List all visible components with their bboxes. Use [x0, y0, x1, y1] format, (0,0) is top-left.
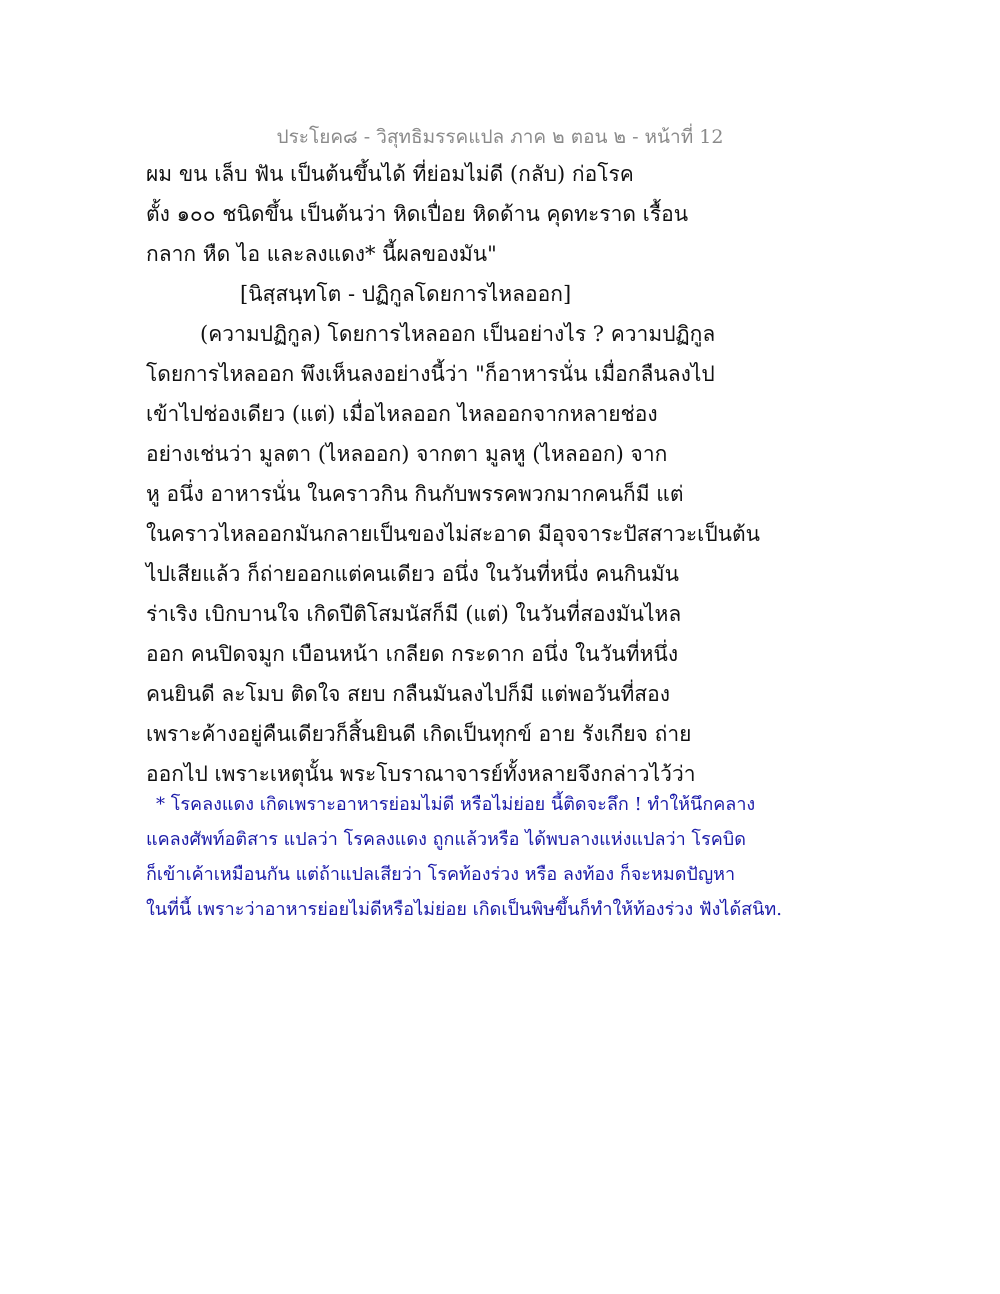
body-line: อย่างเช่นว่า มูลตา (ไหลออก) จากตา มูลหู (ไหลออก) จาก [146, 442, 668, 466]
body-line: ตั้ง ๑๐๐ ชนิดขึ้น เป็นต้นว่า หิดเปื่อย หิดด้าน คุดทะราด เรื้อน [146, 202, 689, 226]
body-line: เข้าไปช่องเดียว (แต่) เมื่อไหลออก ไหลออกจากหลายช่อง [146, 402, 658, 426]
body-line: ร่าเริง เบิกบานใจ เกิดปีติโสมนัสก็มี (แต่) ในวันที่สองมันไหล [146, 602, 682, 626]
body-line: ออก คนปิดจมูก เบือนหน้า เกลียด กระดาก อนึ่ง ในวันที่หนึ่ง [146, 642, 679, 666]
body-line: กลาก หืด ไอ และลงแดง* นี้ผลของมัน" [146, 242, 497, 266]
body-line: คนยินดี ละโมบ ติดใจ สยบ กลืนมันลงไปก็มี แต่พอวันที่สอง [146, 682, 670, 706]
section-heading: [นิสฺสนฺทโต - ปฏิกูลโดยการไหลออก] [240, 282, 572, 306]
body-line: ไปเสียแล้ว ก็ถ่ายออกแต่คนเดียว อนึ่ง ในวันที่หนึ่ง คนกินมัน [146, 562, 679, 586]
footnote-line: ก็เข้าเค้าเหมือนกัน แต่ถ้าแปลเสียว่า โรคท้องร่วง หรือ ลงท้อง ก็จะหมดปัญหา [146, 864, 736, 885]
page-header: ประโยค๘ - วิสุทธิมรรคแปล ภาค ๒ ตอน ๒ - หน้าที่ 12 [276, 126, 724, 148]
footnote-line: แคลงศัพท์อติสาร แปลว่า โรคลงแดง ถูกแล้วหรือ ได้พบลางแห่งแปลว่า โรคบิด [146, 829, 746, 850]
body-text [146, 158, 766, 798]
footnote-line: * โรคลงแดง เกิดเพราะอาหารย่อมไม่ดี หรือไม่ย่อย นี้ติดจะลึก ! ทำให้นึกคลาง [156, 794, 756, 815]
body-line: โดยการไหลออก พึงเห็นลงอย่างนี้ว่า "ก็อาหารนั่น เมื่อกลืนลงไป [146, 362, 715, 386]
footnote [146, 790, 783, 930]
body-line: หู อนึ่ง อาหารนั่น ในคราวกิน กินกับพรรคพวกมากคนก็มี แต่ [146, 482, 684, 506]
footnote-line: ในที่นี้ เพราะว่าอาหารย่อยไม่ดีหรือไม่ย่อย เกิดเป็นพิษขึ้นก็ทำให้ท้องร่วง ฟังได้สนิท. [146, 899, 783, 920]
body-line: ผม ขน เล็บ ฟัน เป็นต้นขึ้นได้ ที่ย่อมไม่ดี (กลับ) ก่อโรค [146, 162, 634, 186]
body-line: ออกไป เพราะเหตุนั้น พระโบราณาจารย์ทั้งหลายจึงกล่าวไว้ว่า [146, 762, 696, 786]
body-line: ในคราวไหลออกมันกลายเป็นของไม่สะอาด มีอุจจาระปัสสาวะเป็นต้น [146, 522, 761, 546]
body-line: เพราะค้างอยู่คืนเดียวก็สิ้นยินดี เกิดเป็นทุกข์ อาย รังเกียจ ถ่าย [146, 722, 692, 746]
body-line: (ความปฏิกูล) โดยการไหลออก เป็นอย่างไร ? ความปฏิกูล [200, 322, 716, 346]
